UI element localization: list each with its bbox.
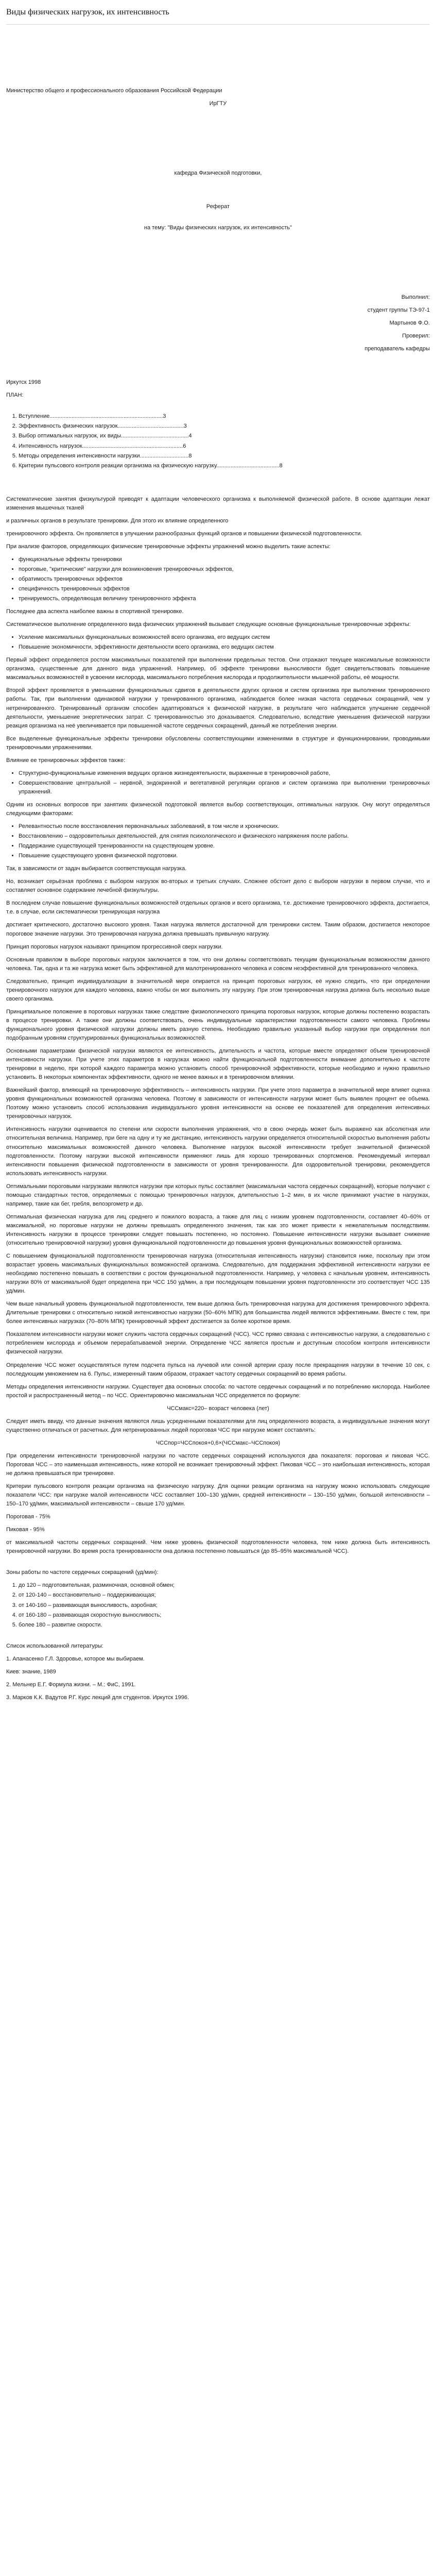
bullet-list <box>6 769 430 796</box>
bullet-list <box>6 633 430 652</box>
spacer <box>6 215 430 224</box>
paragraph: В последнем случае повышение функциональных возможностей отдельных органов и всего организма, т.е. достижение тренировочного эффекта, достигается, т.е. в случае, если систематически тренирующая нагрузка <box>6 900 430 916</box>
list-item: • пороговые, "критические" нагрузки для возникновения тренировочных эффектов, <box>19 565 430 574</box>
paragraph: ЧССмакс=220– возраст человека (лет) <box>167 1405 269 1412</box>
bullet-list <box>6 555 430 603</box>
list-item: • специфичность тренировочных эффектов <box>19 585 430 594</box>
paragraph: При определении интенсивности тренировочной нагрузки по частоте сердечных сокращений используются два показателя: пороговая и пиковая ЧСС. Пороговая ЧСС – это наименьшая интенсивность, ниже которой не возникает тренировочный эффект. Пиковая ЧСС – это наибольшая интенсивность, которая не должна превышаться при тренировке. <box>6 1452 430 1477</box>
paragraph: студент группы ТЭ-97-1 <box>367 307 430 314</box>
spacer <box>6 182 430 202</box>
document-title: Виды физических нагрузок, их интенсивность <box>6 8 169 16</box>
spacer <box>6 1560 430 1568</box>
paragraph: Методы определения интенсивности нагрузки. Существует два основных способа: по частоте сердечных сокращений и по потреблению кислорода. Наиболее простой и распространенный метод – по ЧСС. Ориентировочно максимальная ЧСС определяется по формуле: <box>6 1383 430 1399</box>
list-item: • Повышение существующего уровня физической подготовки. <box>19 852 430 860</box>
paragraph: Первый эффект определяется ростом максимальных показателей при выполнении предельных тестов. Они отражают текущее максимальные возможности организма, существенные для данного вида упражнений. Например, об эффекте тренировки выносливости будет свидетельствовать повышение максимальных возможностей в усвоении кислорода, максимального потребления кислорода и продолжительности мышечной работы, её мощности. <box>6 657 430 681</box>
list-item: • Совершенствование центральной – нервной, эндокринной и вегетативной регуляции органов и систем организма при выполнении тренировочных упражнений. <box>19 779 430 796</box>
list-item: • функциональные эффекты тренировки <box>19 555 430 564</box>
paragraph: Интенсивность нагрузки оценивается по степени или скорости выполнения упражнения, что в свою очередь может быть выражено как абсолютная или относительная величина. Например, при беге на одну и ту же дистанцию, интенсивность нагрузки определяется относительной скоростью выполнения работы относительно максимальных возможностей данного человека. Выполнение нагрузок высокой интенсивности требует значительной физической подготовленности. Поэтому нагрузки высокой интенсивности применяют лишь для хорошо тренированных спортсменов. Рекомендуемый интервал интенсивности повышения физической подготовленности в зависимости от уровня тренированности. Для оздоровительной тренировки, рекомендуется использовать интенсивность нагрузки. <box>6 1126 430 1177</box>
paragraph: Определение ЧСС может осуществляться путем подсчета пульса на лучевой или сонной артерии сразу после прекращения нагрузки в течение 10 сек, с последующим умножением на 6. Пульс, измеренный таким образом, отражает частоту сердечных сокращений во время работы. <box>6 1362 430 1377</box>
numbered-list <box>6 412 430 470</box>
list-item: 6. Критерии пульсового контроля реакции организма на физическую нагрузку........................................8 <box>19 462 430 470</box>
paragraph: кафедра Физической подготовки, <box>174 170 262 176</box>
paragraph: Влияние ее тренировочных эффектов также: <box>6 757 126 764</box>
paragraph: Чем выше начальный уровень функциональной подготовленности, тем выше должна быть тренировочная нагрузка для достижения тренировочного эффекта. Длительные тренировки с относительно низкой интенсивностью нагрузки (50–60% МПК) для большинства людей являются эффективными. Вместе с тем, при более интенсивных нагрузках (70–80% МПК) тренировочный эффект достигается за более короткое время. <box>6 1301 430 1325</box>
spacer <box>6 358 430 378</box>
paragraph: Мартынов Ф.О. <box>389 320 430 327</box>
paragraph: Выполнил: <box>401 294 430 301</box>
spacer <box>6 112 430 169</box>
paragraph: Проверил: <box>402 333 430 340</box>
numbered-list <box>6 1581 430 1629</box>
paragraph: Важнейший фактор, влияющий на тренировочную эффективность – интенсивность нагрузки. При учете этого параметра в значительной мере влияет оценка уровня функциональных возможностей организма человека. Поэтому в зависимости от интенсивности нагрузки может быть выявлен процент ее объема. Поэтому можно установить способ использования индивидуального уровня интенсивности на основе ее показателей для определения интенсивных тренировочных нагрузок. <box>6 1087 430 1120</box>
paragraph: и различных органов в результате тренировки. Для этого их влияние определенного <box>6 517 229 524</box>
list-item: • обратимость тренировочных эффектов <box>19 575 430 584</box>
list-item: 1. Вступление........................................................................3 <box>19 412 430 421</box>
paragraph: Систематическое выполнение определенного вида физических упражнений вызывает следующие основные функциональные тренировочные эффекты: <box>6 621 411 628</box>
list-item: 4. от 160-180 – развивающая скоростную выносливость; <box>19 1611 430 1620</box>
spacer <box>6 236 430 293</box>
paragraph: С повышением функциональной подготовленности тренировочная нагрузка (относительная интенсивность нагрузки) становится ниже, поскольку при этом возрастает уровень максимальных функциональных возможностей организма. Следовательно, для поддержания эффективной интенсивности нагрузки ее необходимо постепенно повышать в соответствии с ростом функциональной подготовленности. Например, у человека с начальным уровнем, интенсивность нагрузки 80% от максимальной будет определена при ЧСС 150 уд/мин, а при последующем повышении уровня подготовленности это соответствует ЧСС 135 уд/мин. <box>6 1253 430 1295</box>
list-item: 5. более 180 – развитие скорости. <box>19 1621 430 1630</box>
paragraph: Основным правилом в выборе пороговых нагрузок заключается в том, что они должны соответствовать текущим функциональным возможностям данного человека. Так, одна и та же нагрузка может быть эффективной для малотренированного человека и совсем неэффективной для тренированного человека. <box>6 956 430 972</box>
paragraph: Последнее два аспекта наиболее важны в спортивной тренировке. <box>6 608 184 615</box>
list-item: 3. Выбор оптимальных нагрузок, их виды...........................................4 <box>19 432 430 440</box>
list-item: 4. Интенсивность нагрузок................................................................6 <box>19 442 430 451</box>
list-item: • Релевантностью после восстановления первоначальных заболеваний, в том числе и хронических. <box>19 822 430 831</box>
paragraph: Систематические занятия физкультурой приводят к адаптации человеческого организма к выполняемой физической работе. В основе адаптации лежат изменения мышечных тканей <box>6 496 430 511</box>
paragraph: Критерии пульсового контроля реакции организма на физическую нагрузку. Для оценки реакции организма на нагрузку можно использовать следующие показатели ЧСС: при нагрузке малой интенсивности ЧСС составляет 100–130 уд/мин, средней интенсивности – 130–150 уд/мин, большой интенсивности – 150–170 уд/мин, максимальной интенсивности – свыше 170 уд/мин. <box>6 1483 430 1507</box>
paragraph: 1. Апанасенко Г.Л. Здоровье, которое мы выбираем. <box>6 1655 145 1662</box>
paragraph: Иркутск 1998 <box>6 379 41 386</box>
paragraph: Следует иметь ввиду, что данные значения являются лишь усредненными показателями для лиц определенного возраста, а индивидуальные значения могут существенно отличаться от расчетных. Для нетренированных людей пороговая ЧСС при нагрузке может составлять: <box>6 1418 430 1433</box>
list-item: • Поддержание существующей тренированности на существующем уровне. <box>19 842 430 851</box>
paragraph: 3. Марков К.К. Вадутов Р.Г. Курс лекций для студентов. Иркутск 1996. <box>6 1694 189 1701</box>
paragraph: Одним из основных вопросов при занятиях физической подготовкой является выбор соответствующих, оптимальных нагрузок. Ону могут определяться следующими факторами: <box>6 801 430 817</box>
spacer <box>6 1634 430 1642</box>
paragraph: достигает критического, достаточно высокого уровня. Такая нагрузка является достаточной для тренировки систем. Таким образом, достигается некоторое пороговое значение нагрузки. Это тренировочная нагрузка должна превышать привычную нагрузку. <box>6 922 430 937</box>
paragraph: на тему: "Виды физических нагрузок, их интенсивность" <box>144 224 292 231</box>
list-item: • Восстановлению – оздоровительных деятельностей, для снятия психологического и физического напряжения после работы. <box>19 832 430 841</box>
list-item: • Повышение экономичности, эффективности деятельности всего организма, его ведущих систем <box>19 643 430 652</box>
spacer <box>6 474 430 495</box>
paragraph: Пиковая - 95% <box>6 1527 45 1533</box>
list-item: 2. от 120-140 – восстановительно – поддерживающая; <box>19 1591 430 1600</box>
paragraph: Так, в зависимости от задач выбирается соответствующая нагрузка. <box>6 866 187 872</box>
paragraph: Список использованной литературы: <box>6 1642 103 1649</box>
paragraph: Пороговая - 75% <box>6 1514 50 1520</box>
paragraph: ПЛАН: <box>6 392 24 399</box>
list-item: • Усиление максимальных функциональных возможностей всего организма, его ведущих систем <box>19 633 430 642</box>
paragraph: тренировочного эффекта. Он проявляется в улучшении разнообразных функций органов и повышении физической подготовленности. <box>6 530 362 537</box>
paragraph: Показателем интенсивности нагрузки может служить частота сердечных сокращений (ЧСС). ЧСС прямо связана с интенсивностью нагрузки, а следовательно с потреблением кислорода и объемом перерабатываемой энергии. Определение ЧСС является простым и доступным способом контроля интенсивности физической нагрузки. <box>6 1331 430 1355</box>
paragraph: При анализе факторов, определяющих физические тренировочные эффекты упражнений можно выделить такие аспекты: <box>6 543 330 550</box>
paragraph: Но, возникает серьёзная проблема с выбором нагрузок во-вторых и третьих случаях. Сложнее обстоит дело с выбором нагрузки в первом случае, что и составляет основное содержание лечебной физкультуры. <box>6 878 430 894</box>
paragraph: Реферат <box>206 203 230 210</box>
paragraph: Принцип пороговых нагрузок называют принципом прогрессивной сверх нагрузки. <box>6 943 223 950</box>
paragraph: Все выделенные функциональные эффекты тренировки обусловлены соответствующими изменениями в структуре и функционировании, проводимыми тренировочными упражнениями. <box>6 735 430 751</box>
document-body <box>6 87 430 1702</box>
paragraph: 2. Мельнер Е.Г. Формула жизни. – М.: ФиС, 1991. <box>6 1681 136 1688</box>
list-item: • тренируемость, определяющая величину тренировочного эффекта <box>19 595 430 603</box>
paragraph: Основными параметрами физической нагрузки являются ее интенсивность, длительность и частота, которые вместе определяют объем тренировочной интенсивности нагрузки. При учете этих параметров в нагрузках можно найти функциональной подготовленности внимание дополнительно к частоте тренировки в неделю, при которой каждого параметра можно установить способ тренировочной эффективности, которые необходимо и нужно правильно установить. В некоторых компонентах эффективности, одного не менее важных и в тренировочном влиянии. <box>6 1048 430 1081</box>
list-item: 1. до 120 – подготовительная, разминочная, основной обмен; <box>19 1581 430 1590</box>
paragraph: ИрГТУ <box>209 100 227 107</box>
list-item: • Структурно-функциональные изменения ведущих органов жизнедеятельности, выраженные в тренировочной работе, <box>19 769 430 778</box>
paragraph: Оптимальная физическая нагрузка для лиц среднего и пожилого возраста, а также для лиц с низким уровнем подготовленности, составляет 40–60% от максимальной, но пороговые нагрузки не должны превышать определенного значения, так как это может привести к нежелательным последствиям. Интенсивность нагрузки в процессе тренировки следует повышать постепенно, но постоянно. Повышение интенсивности нагрузки вызывает снижение (относительно тренировочной нагрузки) уровня функциональной подготовленности до повышения уровня функциональных возможностей организма. <box>6 1213 430 1246</box>
list-item: 3. от 140-160 – развивающая выносливость, аэробная; <box>19 1601 430 1610</box>
spacer <box>6 404 430 412</box>
list-item: 5. Методы определения интенсивности нагрузки...............................8 <box>19 452 430 461</box>
bullet-list <box>6 822 430 860</box>
paragraph: Киев: знание, 1989 <box>6 1668 56 1675</box>
paragraph: Министерство общего и профессионального образования Российской Федерации <box>6 87 222 94</box>
paragraph: Принципиальное положение в пороговых нагрузках также следствие физиологического принципа пороговых нагрузок, которые должны постепенно возрастать в процессе тренировки. А также они должны соответствовать, очень индивидуальные характеристики подготовленности самого человека. Проблемы функционального уровня физической нагрузки должны иметь разную степень. Необходимо правильно указанный выбор нагрузки при определении пол подобранным уровням структурированных функциональных возможностей. <box>6 1008 430 1041</box>
paragraph: от максимальной частоты сердечных сокращений. Чем ниже уровень физической подготовленности человека, тем ниже должна быть интенсивность тренировочной нагрузки. Во время роста тренированности она должна постепенно повышаться (до 85–95% максимальной ЧСС). <box>6 1539 430 1555</box>
paragraph: преподаватель кафедры <box>364 346 430 352</box>
list-item: 2. Эффективность физических нагрузок..........................................3 <box>19 422 430 431</box>
paragraph: ЧССпор=ЧССпокоя+0,6×(ЧССмакс–ЧССпокоя) <box>155 1439 281 1446</box>
paragraph: Следовательно, принцип индивидуализации в значительной мере опирается на принцип пороговых нагрузок, её нужно следить, что при определении тренировочного нагрузок для каждого человека, важно чтобы он мог выполнить эту нагрузку. При этом тренировочная нагрузка должна быть несколько выше своего организма. <box>6 978 430 1002</box>
paragraph: Оптимальными пороговыми нагрузками являются нагрузки при которых пульс составляет (максимальная частота сердечных сокращений), которые получают с помощью стандартных тестов, определяемых с помощью тренировочных нагрузок, длительностью 1–2 мин, в их числе принимают участие в нагрузках, например, такие как бег, гребля, велоэргометр и др. <box>6 1183 430 1207</box>
paragraph: Второй эффект проявляется в уменьшении функциональных сдвигов в деятельности других органов и систем организма при выполнении тренировочного работы. Так, при выполнении одинаковой нагрузки у тренированного организма, наблюдается более низкая частота сердечных сокращений, чем у нетренированного. Тренированный организм способен адаптироваться к физической нагрузке, в результате чего наблюдается улучшение сердечной деятельности, уменьшение энергетических затрат. С тренированностью это доказывается. Следовательно, вследствие уменьшения физической нагрузки реакция организма на неё увеличивается при повышенной частоте сердечных сокращений, данный же потребления энергии. <box>6 687 430 729</box>
title-divider <box>6 24 430 25</box>
paragraph: Зоны работы по частоте сердечных сокращений (уд/мин): <box>6 1569 159 1576</box>
